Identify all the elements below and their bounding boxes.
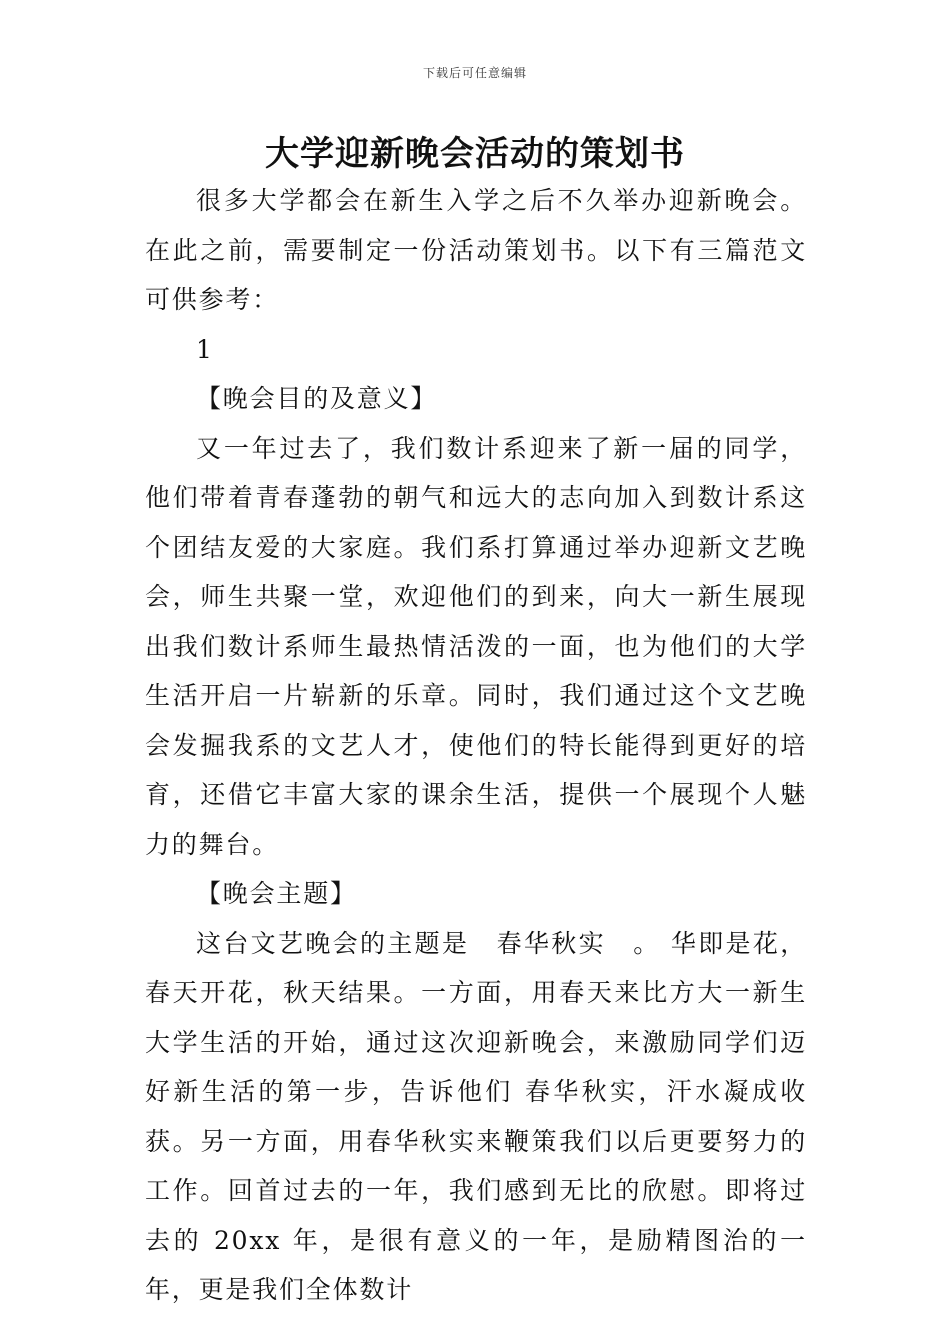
section-heading-purpose: 【晚会目的及意义】: [196, 384, 438, 413]
intro-paragraph: 很多大学都会在新生入学之后不久举办迎新晚会。在此之前，需要制定一份活动策划书。以下有三篇范文可供参考：: [145, 186, 807, 314]
section-number: 1: [196, 334, 214, 364]
purpose-paragraph: 又一年过去了，我们数计系迎来了新一届的同学，他们带着青春蓬勃的朝气和远大的志向加入到数计系这个团结友爱的大家庭。我们系打算通过举办迎新文艺晚会，师生共聚一堂，欢迎他们的到来，向大一新生展现出我们数计系师生最热情活泼的一面，也为他们的大学生活开启一片崭新的乐章。同时，我们通过这个文艺晚会发掘我系的文艺人才，使他们的特长能得到更好的培育，还借它丰富大家的课余生活，提供一个展现个人魅力的舞台。: [145, 433, 807, 859]
document-title: 大学迎新晚会活动的策划书: [265, 134, 685, 174]
document-body: [145, 176, 807, 1315]
header-note: 下载后可任意编辑: [422, 66, 527, 80]
theme-paragraph: 这台文艺晚会的主题是 春华秋实 。 华即是花，春天开花，秋天结果。一方面，用春天来比方大一新生大学生活的开始，通过这次迎新晚会，来激励同学们迈好新生活的第一步，告诉他们 春华秋实，汗水凝成收获。另一方面，用春华秋实来鞭策我们以后更要努力的工作。回首过去的一年，我们感到无比的欣慰。即将过去的 20xx 年，是很有意义的一年，是励精图治的一年，更是我们全体数计: [145, 928, 807, 1304]
section-heading-theme: 【晚会主题】: [196, 879, 357, 908]
